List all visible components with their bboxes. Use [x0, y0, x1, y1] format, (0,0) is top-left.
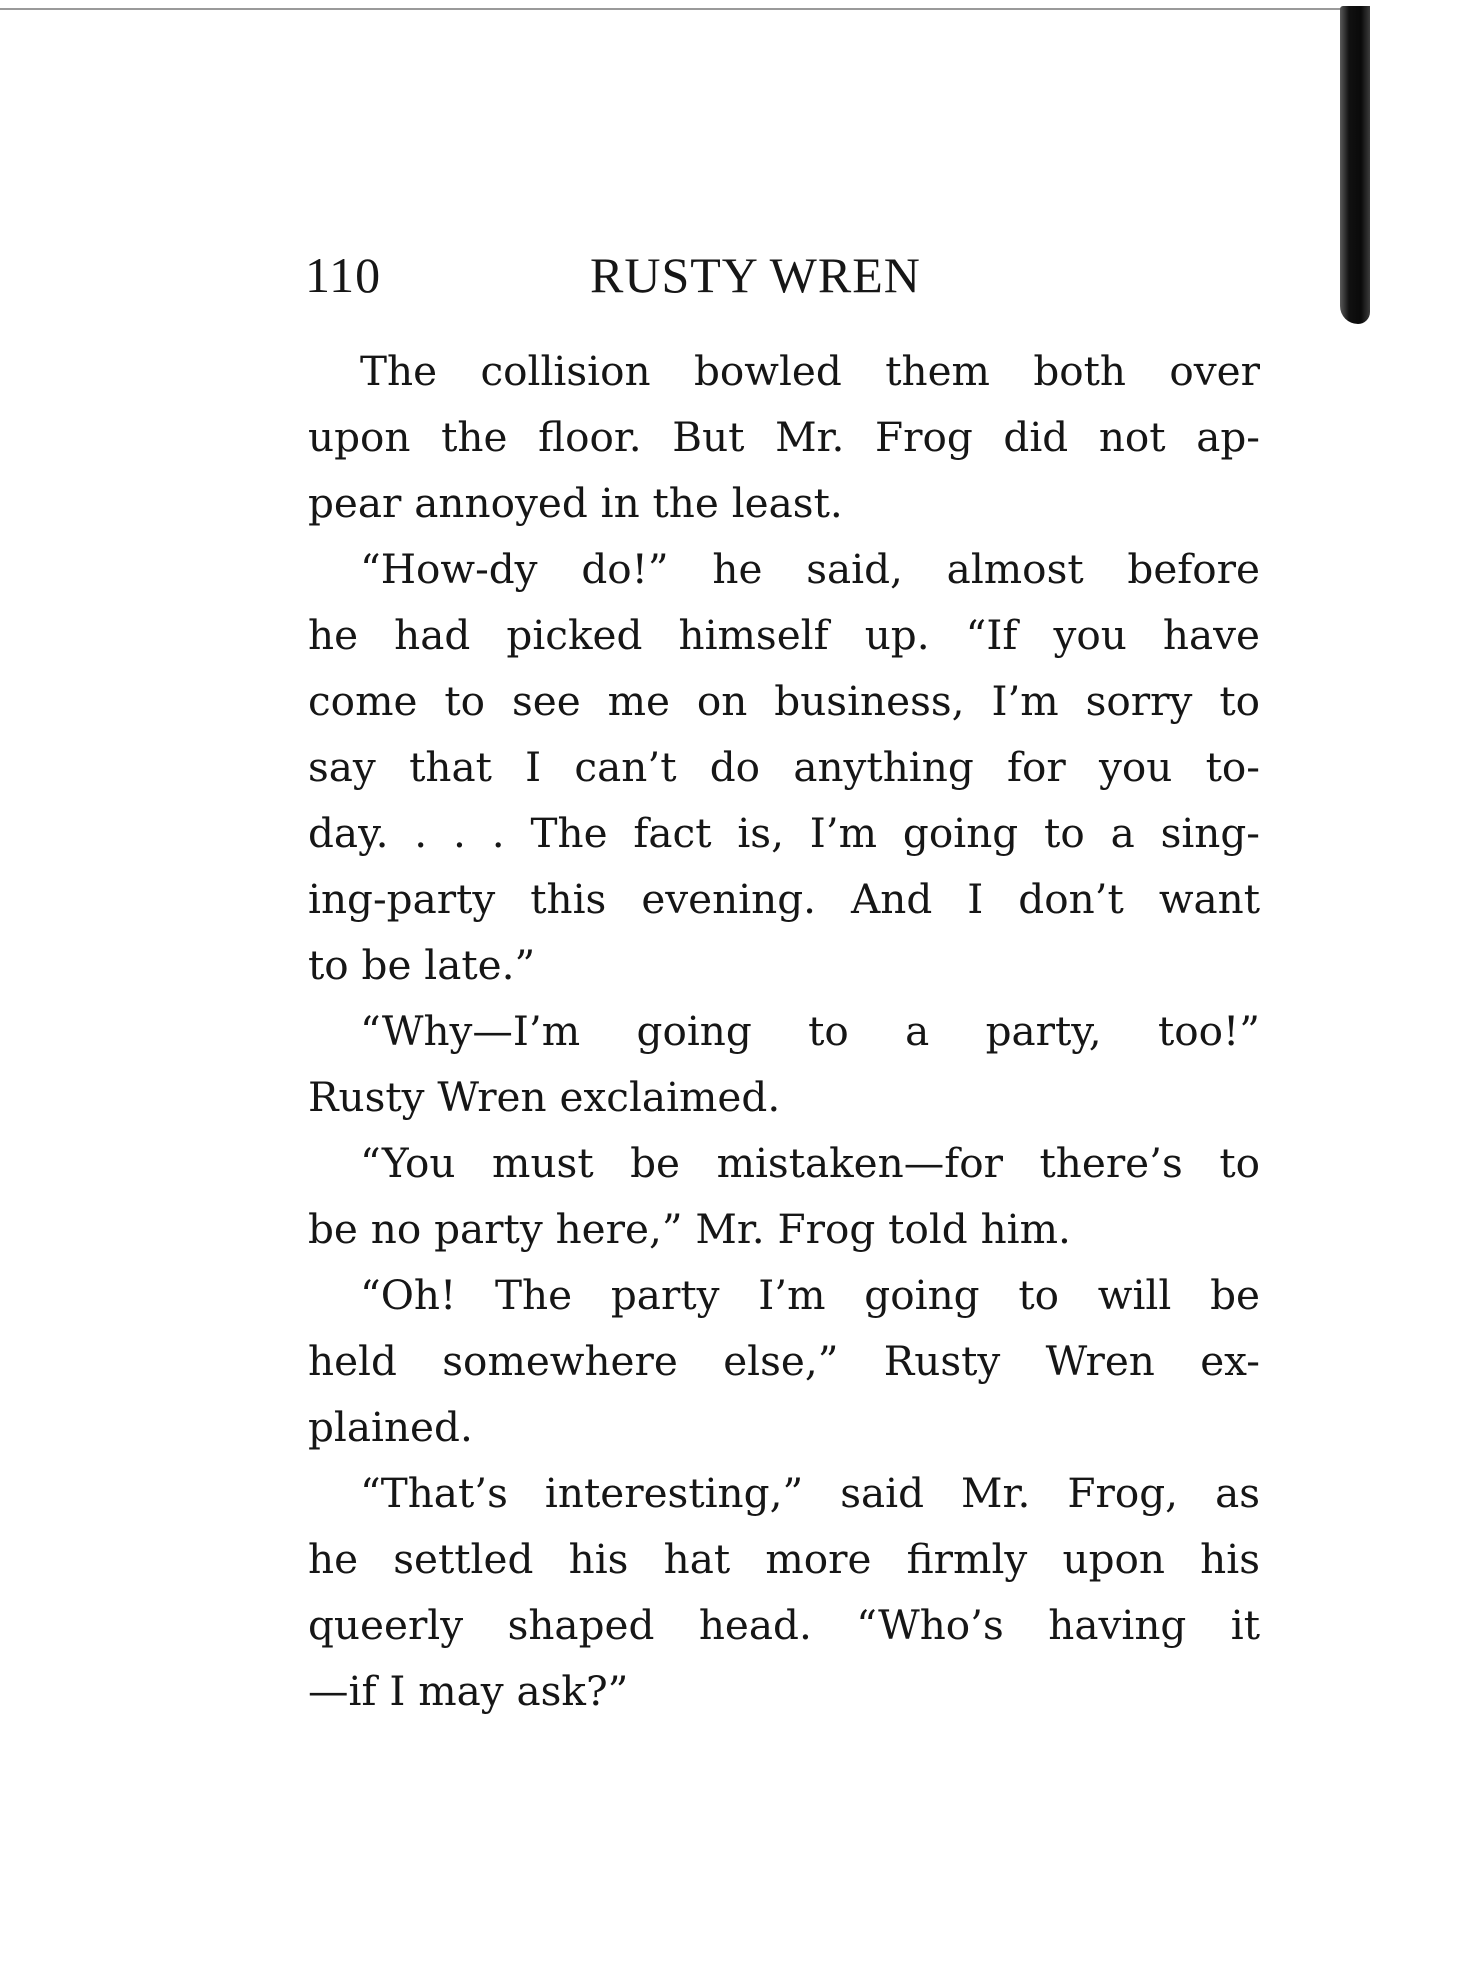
text-line: “You must be mistaken—for there’s to: [360, 1139, 1260, 1187]
text-line: to be late.”: [308, 941, 536, 989]
text-line: he had picked himself up. “If you have: [308, 611, 1260, 659]
text-line: queerly shaped head. “Who’s having it: [308, 1601, 1260, 1649]
text-line: ing-party this evening. And I don’t want: [308, 875, 1260, 923]
text-line: The collision bowled them both over: [360, 347, 1260, 395]
text-line: be no party here,” Mr. Frog told him.: [308, 1205, 1071, 1253]
paragraph-6: [308, 1460, 1260, 1724]
text-line: day. . . . The fact is, I’m going to a sing-: [308, 809, 1260, 857]
body-text: [308, 338, 1260, 1724]
text-line: “How-dy do!” he said, almost before: [360, 545, 1260, 593]
text-line: plained.: [308, 1403, 473, 1451]
text-line: say that I can’t do anything for you to-: [308, 743, 1260, 791]
text-line: “Why—I’m going to a party, too!”: [360, 1007, 1260, 1055]
text-line: Rusty Wren exclaimed.: [308, 1073, 781, 1121]
page-number: 110: [305, 247, 382, 303]
paragraph-2: [308, 536, 1260, 998]
text-line: held somewhere else,” Rusty Wren ex-: [308, 1337, 1260, 1385]
paragraph-3: [308, 998, 1260, 1130]
paragraph-4: [308, 1130, 1260, 1262]
paragraph-1: [308, 338, 1260, 536]
running-title: RUSTY WREN: [590, 247, 921, 303]
text-line: upon the floor. But Mr. Frog did not ap-: [308, 413, 1260, 461]
page-header: [305, 240, 1265, 310]
text-line: he settled his hat more firmly upon his: [308, 1535, 1260, 1583]
binding-shadow: [1340, 6, 1370, 324]
text-line: —if I may ask?”: [308, 1667, 629, 1715]
text-line: come to see me on business, I’m sorry to: [308, 677, 1260, 725]
text-line: “Oh! The party I’m going to will be: [360, 1271, 1260, 1319]
paragraph-5: [308, 1262, 1260, 1460]
text-line: “That’s interesting,” said Mr. Frog, as: [360, 1469, 1260, 1517]
text-line: pear annoyed in the least.: [308, 479, 843, 527]
page-top-edge: [0, 8, 1350, 10]
